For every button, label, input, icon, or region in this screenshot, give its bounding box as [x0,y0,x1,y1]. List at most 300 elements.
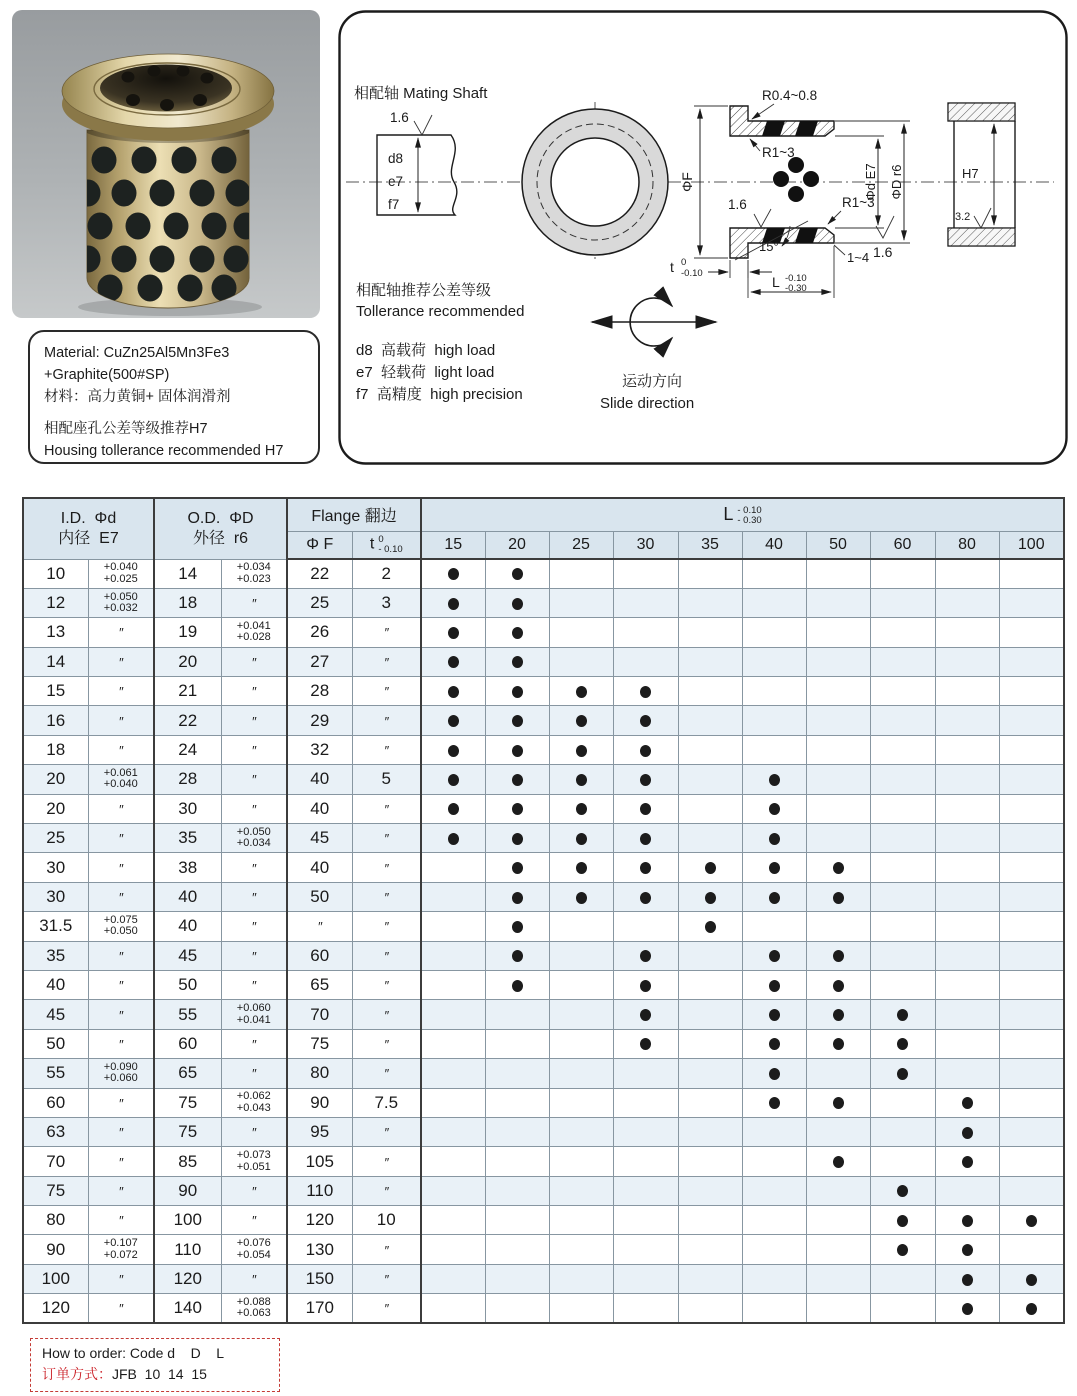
header-length-50: 50 [806,531,870,559]
length-cell-30 [613,1088,678,1117]
length-cell-35 [678,588,742,617]
length-cell-40 [742,1059,806,1088]
length-cell-100 [999,765,1064,794]
length-cell-40 [742,941,806,970]
availability-dot [769,862,780,874]
length-cell-60 [870,794,935,823]
length-cell-20 [485,706,549,735]
length-cell-50 [806,588,870,617]
od-tol-cell: ″ [221,853,287,882]
length-cell-25 [549,1206,613,1235]
availability-dot [1026,1303,1037,1315]
length-cell-25 [549,618,613,647]
length-cell-35 [678,1029,742,1058]
table-row [23,588,1064,617]
length-cell-80 [935,677,999,706]
dim-t-tol-top: 0 [681,257,687,268]
length-cell-60 [870,647,935,676]
availability-dot [512,715,523,727]
flange-f-cell: 60 [287,941,352,970]
length-cell-80 [935,706,999,735]
id-cell: 80 [23,1206,88,1235]
length-cell-30 [613,618,678,647]
length-cell-20 [485,853,549,882]
length-cell-30 [613,588,678,617]
flange-f-cell: 95 [287,1117,352,1146]
length-cell-30 [613,1059,678,1088]
flange-f-cell: 28 [287,677,352,706]
table-row [23,677,1064,706]
length-cell-60 [870,824,935,853]
availability-dot [512,803,523,815]
id-cell: 20 [23,765,88,794]
dim-L: L [772,274,780,290]
length-cell-100 [999,1147,1064,1176]
table-row [23,970,1064,999]
flange-t-cell: ″ [352,882,421,911]
table-row [23,912,1064,941]
availability-dot [512,686,523,698]
material-line-3: 材料：高力黄铜+ 固体润滑剂 [44,389,231,405]
length-cell-40 [742,1176,806,1205]
length-cell-100 [999,1294,1064,1323]
id-cell: 75 [23,1176,88,1205]
flange-t-cell: 2 [352,559,421,588]
od-cell: 24 [154,735,221,764]
length-cell-100 [999,1117,1064,1146]
flange-f-cell: 45 [287,824,352,853]
availability-dot [448,715,459,727]
length-cell-20 [485,912,549,941]
flange-t-cell: ″ [352,970,421,999]
od-tol-cell: ″ [221,765,287,794]
id-cell: 20 [23,794,88,823]
od-cell: 55 [154,1000,221,1029]
table-row [23,1294,1064,1323]
length-cell-25 [549,970,613,999]
length-cell-80 [935,1059,999,1088]
table-row [23,559,1064,588]
length-cell-60 [870,1235,935,1264]
availability-dot [962,1156,973,1168]
length-cell-15 [421,824,485,853]
od-cell: 45 [154,941,221,970]
length-cell-15 [421,912,485,941]
id-tol-cell: ″ [88,1264,154,1293]
od-cell: 90 [154,1176,221,1205]
length-cell-20 [485,794,549,823]
shaft-grade-f7: f7 [388,197,400,212]
length-cell-35 [678,1294,742,1323]
length-cell-60 [870,1206,935,1235]
length-cell-25 [549,1117,613,1146]
length-cell-35 [678,677,742,706]
length-cell-15 [421,1029,485,1058]
length-cell-15 [421,1176,485,1205]
table-row [23,1029,1064,1058]
length-cell-30 [613,970,678,999]
od-cell: 38 [154,853,221,882]
header-length-60: 60 [870,531,935,559]
id-tol-cell: ″ [88,618,154,647]
length-cell-15 [421,1294,485,1323]
length-cell-30 [613,794,678,823]
flange-f-cell: 32 [287,735,352,764]
dim-l-tol-bot: -0.30 [785,283,807,294]
length-cell-25 [549,677,613,706]
dim-phi-D-r6: ΦD r6 [889,164,904,200]
length-cell-100 [999,1206,1064,1235]
length-cell-35 [678,1059,742,1088]
id-cell: 45 [23,1000,88,1029]
availability-dot [897,1009,908,1021]
length-cell-40 [742,824,806,853]
od-tol-cell: ″ [221,970,287,999]
shaft-grade-d8: d8 [388,151,404,166]
availability-dot [576,892,587,904]
length-cell-20 [485,824,549,853]
front-view [522,102,668,262]
od-tol-cell: ″ [221,794,287,823]
length-cell-80 [935,647,999,676]
id-tol-cell: ″ [88,647,154,676]
product-photo [12,10,320,318]
availability-dot [512,598,523,610]
flange-t-cell: ″ [352,1147,421,1176]
od-cell: 20 [154,647,221,676]
length-cell-35 [678,970,742,999]
header-length-80: 80 [935,531,999,559]
od-cell: 28 [154,765,221,794]
length-cell-20 [485,1088,549,1117]
length-cell-25 [549,1059,613,1088]
length-cell-40 [742,765,806,794]
material-line-5: Housing tollerance recommended H7 [44,443,284,459]
od-tol-cell: ″ [221,1117,287,1146]
availability-dot [512,774,523,786]
length-cell-30 [613,559,678,588]
length-cell-50 [806,677,870,706]
length-cell-25 [549,647,613,676]
length-cell-40 [742,1000,806,1029]
length-cell-25 [549,559,613,588]
header-flange: Flange 翻边 [287,498,421,531]
length-cell-100 [999,559,1064,588]
id-cell: 16 [23,706,88,735]
length-cell-15 [421,970,485,999]
length-cell-100 [999,618,1064,647]
od-cell: 85 [154,1147,221,1176]
id-cell: 90 [23,1235,88,1264]
id-tol-cell: ″ [88,794,154,823]
length-cell-25 [549,1088,613,1117]
length-cell-15 [421,1088,485,1117]
length-cell-20 [485,1147,549,1176]
length-cell-40 [742,1264,806,1293]
slide-direction-en: Slide direction [600,395,695,412]
order-line-2-code: JFB 10 14 15 [112,1366,207,1382]
availability-dot [576,745,587,757]
availability-dot [833,950,844,962]
length-cell-25 [549,1235,613,1264]
length-cell-50 [806,1088,870,1117]
availability-dot [897,1068,908,1080]
length-cell-40 [742,853,806,882]
length-cell-100 [999,882,1064,911]
availability-dot [512,568,523,580]
od-tol-cell: +0.034 +0.023 [221,559,287,588]
availability-dot [833,1009,844,1021]
flange-f-cell: 27 [287,647,352,676]
id-tol-cell: ″ [88,853,154,882]
length-cell-50 [806,1206,870,1235]
length-cell-25 [549,765,613,794]
id-cell: 12 [23,588,88,617]
flange-t-cell: ″ [352,618,421,647]
length-cell-35 [678,647,742,676]
dim-rough-od: 1.6 [873,244,893,260]
id-cell: 63 [23,1117,88,1146]
flange-f-cell: 40 [287,853,352,882]
length-cell-30 [613,853,678,882]
od-cell: 100 [154,1206,221,1235]
length-cell-100 [999,1029,1064,1058]
length-cell-50 [806,1264,870,1293]
length-cell-80 [935,1029,999,1058]
flange-t-cell: ″ [352,1117,421,1146]
id-tol-cell: ″ [88,1176,154,1205]
id-cell: 31.5 [23,912,88,941]
length-cell-35 [678,1088,742,1117]
availability-dot [448,745,459,757]
length-cell-30 [613,1147,678,1176]
length-cell-50 [806,647,870,676]
length-cell-60 [870,1029,935,1058]
availability-dot [833,862,844,874]
od-tol-cell: +0.041 +0.028 [221,618,287,647]
od-tol-cell: ″ [221,1206,287,1235]
flange-t-cell: ″ [352,735,421,764]
table-row [23,1206,1064,1235]
availability-dot [962,1127,973,1139]
length-cell-80 [935,912,999,941]
flange-t-cell: ″ [352,1264,421,1293]
length-cell-40 [742,618,806,647]
dim-h7: H7 [962,166,979,181]
length-cell-100 [999,794,1064,823]
id-cell: 35 [23,941,88,970]
flange-f-cell: ″ [287,912,352,941]
id-tol-cell: ″ [88,1147,154,1176]
availability-dot [640,803,651,815]
availability-dot [897,1215,908,1227]
length-cell-100 [999,1000,1064,1029]
header-t: t 0 - 0.10 [352,531,421,559]
length-cell-35 [678,1264,742,1293]
length-cell-15 [421,853,485,882]
length-cell-60 [870,706,935,735]
id-tol-cell: ″ [88,970,154,999]
length-cell-60 [870,588,935,617]
availability-dot [640,686,651,698]
length-cell-40 [742,1147,806,1176]
length-cell-20 [485,1294,549,1323]
length-cell-30 [613,1029,678,1058]
id-cell: 70 [23,1147,88,1176]
length-cell-15 [421,559,485,588]
length-cell-80 [935,735,999,764]
table-row [23,1088,1064,1117]
availability-dot [640,1038,651,1050]
length-cell-50 [806,824,870,853]
od-tol-cell: ″ [221,912,287,941]
slide-direction-icon [592,298,716,346]
flange-f-cell: 90 [287,1088,352,1117]
availability-dot [962,1244,973,1256]
id-tol-cell: +0.075 +0.050 [88,912,154,941]
length-cell-80 [935,765,999,794]
availability-dot [705,892,716,904]
id-tol-cell: +0.050 +0.032 [88,588,154,617]
header-length-15: 15 [421,531,485,559]
length-cell-40 [742,1088,806,1117]
availability-dot [576,803,587,815]
header-l: L - 0.10 - 0.30 [421,498,1064,531]
material-line-1: Material: CuZn25Al5Mn3Fe3 [44,345,230,361]
availability-dot [640,715,651,727]
flange-f-cell: 22 [287,559,352,588]
availability-dot [448,774,459,786]
od-cell: 19 [154,618,221,647]
availability-dot [769,1038,780,1050]
header-od: O.D. ΦD 外径 r6 [154,498,287,559]
length-cell-50 [806,1176,870,1205]
length-cell-60 [870,1059,935,1088]
length-cell-30 [613,1235,678,1264]
header-id: I.D. Φd 内径 E7 [23,498,154,559]
availability-dot [512,892,523,904]
length-cell-30 [613,1176,678,1205]
length-cell-30 [613,824,678,853]
availability-dot [833,1097,844,1109]
length-cell-20 [485,647,549,676]
length-cell-60 [870,1264,935,1293]
length-cell-40 [742,912,806,941]
length-cell-60 [870,735,935,764]
length-cell-35 [678,1000,742,1029]
od-tol-cell: ″ [221,1176,287,1205]
od-tol-cell: ″ [221,735,287,764]
length-cell-60 [870,618,935,647]
length-cell-60 [870,559,935,588]
tolerance-title-zh: 相配轴推荐公差等级 [356,282,492,299]
od-cell: 35 [154,824,221,853]
length-cell-60 [870,1000,935,1029]
length-cell-15 [421,1059,485,1088]
length-cell-40 [742,1235,806,1264]
flange-t-cell: ″ [352,677,421,706]
header-length-20: 20 [485,531,549,559]
length-cell-20 [485,559,549,588]
availability-dot [705,921,716,933]
length-cell-25 [549,912,613,941]
od-cell: 21 [154,677,221,706]
flange-t-cell: ″ [352,853,421,882]
length-cell-25 [549,882,613,911]
length-cell-100 [999,1176,1064,1205]
length-cell-15 [421,677,485,706]
availability-dot [640,833,651,845]
table-row [23,765,1064,794]
availability-dot [640,950,651,962]
flange-f-cell: 150 [287,1264,352,1293]
id-cell: 40 [23,970,88,999]
availability-dot [1026,1215,1037,1227]
availability-dot [576,686,587,698]
length-cell-25 [549,941,613,970]
table-row [23,882,1064,911]
length-cell-20 [485,941,549,970]
availability-dot [833,892,844,904]
flange-t-cell: ″ [352,794,421,823]
length-cell-15 [421,1147,485,1176]
flange-t-cell: 3 [352,588,421,617]
length-cell-15 [421,647,485,676]
id-cell: 60 [23,1088,88,1117]
length-cell-40 [742,1294,806,1323]
header-length-100: 100 [999,531,1064,559]
dim-r1-bottom: R1~3 [842,195,875,210]
length-cell-25 [549,1294,613,1323]
od-tol-cell: +0.062 +0.043 [221,1088,287,1117]
od-tol-cell: ″ [221,588,287,617]
length-cell-25 [549,1264,613,1293]
od-cell: 60 [154,1029,221,1058]
shaft-view [377,110,457,215]
od-cell: 75 [154,1088,221,1117]
length-cell-80 [935,1294,999,1323]
length-cell-80 [935,1088,999,1117]
id-cell: 18 [23,735,88,764]
length-cell-35 [678,735,742,764]
length-cell-20 [485,588,549,617]
dim-l-tol-top: -0.10 [785,273,807,284]
availability-dot [833,980,844,992]
length-cell-100 [999,735,1064,764]
od-cell: 140 [154,1294,221,1323]
length-cell-30 [613,912,678,941]
length-cell-20 [485,882,549,911]
length-cell-80 [935,618,999,647]
id-cell: 30 [23,882,88,911]
length-cell-35 [678,1147,742,1176]
flange-f-cell: 65 [287,970,352,999]
length-cell-100 [999,588,1064,617]
length-cell-60 [870,882,935,911]
dim-r-top: R0.4~0.8 [762,88,818,103]
length-cell-15 [421,588,485,617]
length-cell-40 [742,559,806,588]
table-row [23,1235,1064,1264]
length-cell-80 [935,853,999,882]
od-tol-cell: ″ [221,882,287,911]
length-cell-60 [870,912,935,941]
availability-dot [769,803,780,815]
length-cell-30 [613,735,678,764]
flange-f-cell: 25 [287,588,352,617]
id-tol-cell: ″ [88,706,154,735]
length-cell-40 [742,735,806,764]
